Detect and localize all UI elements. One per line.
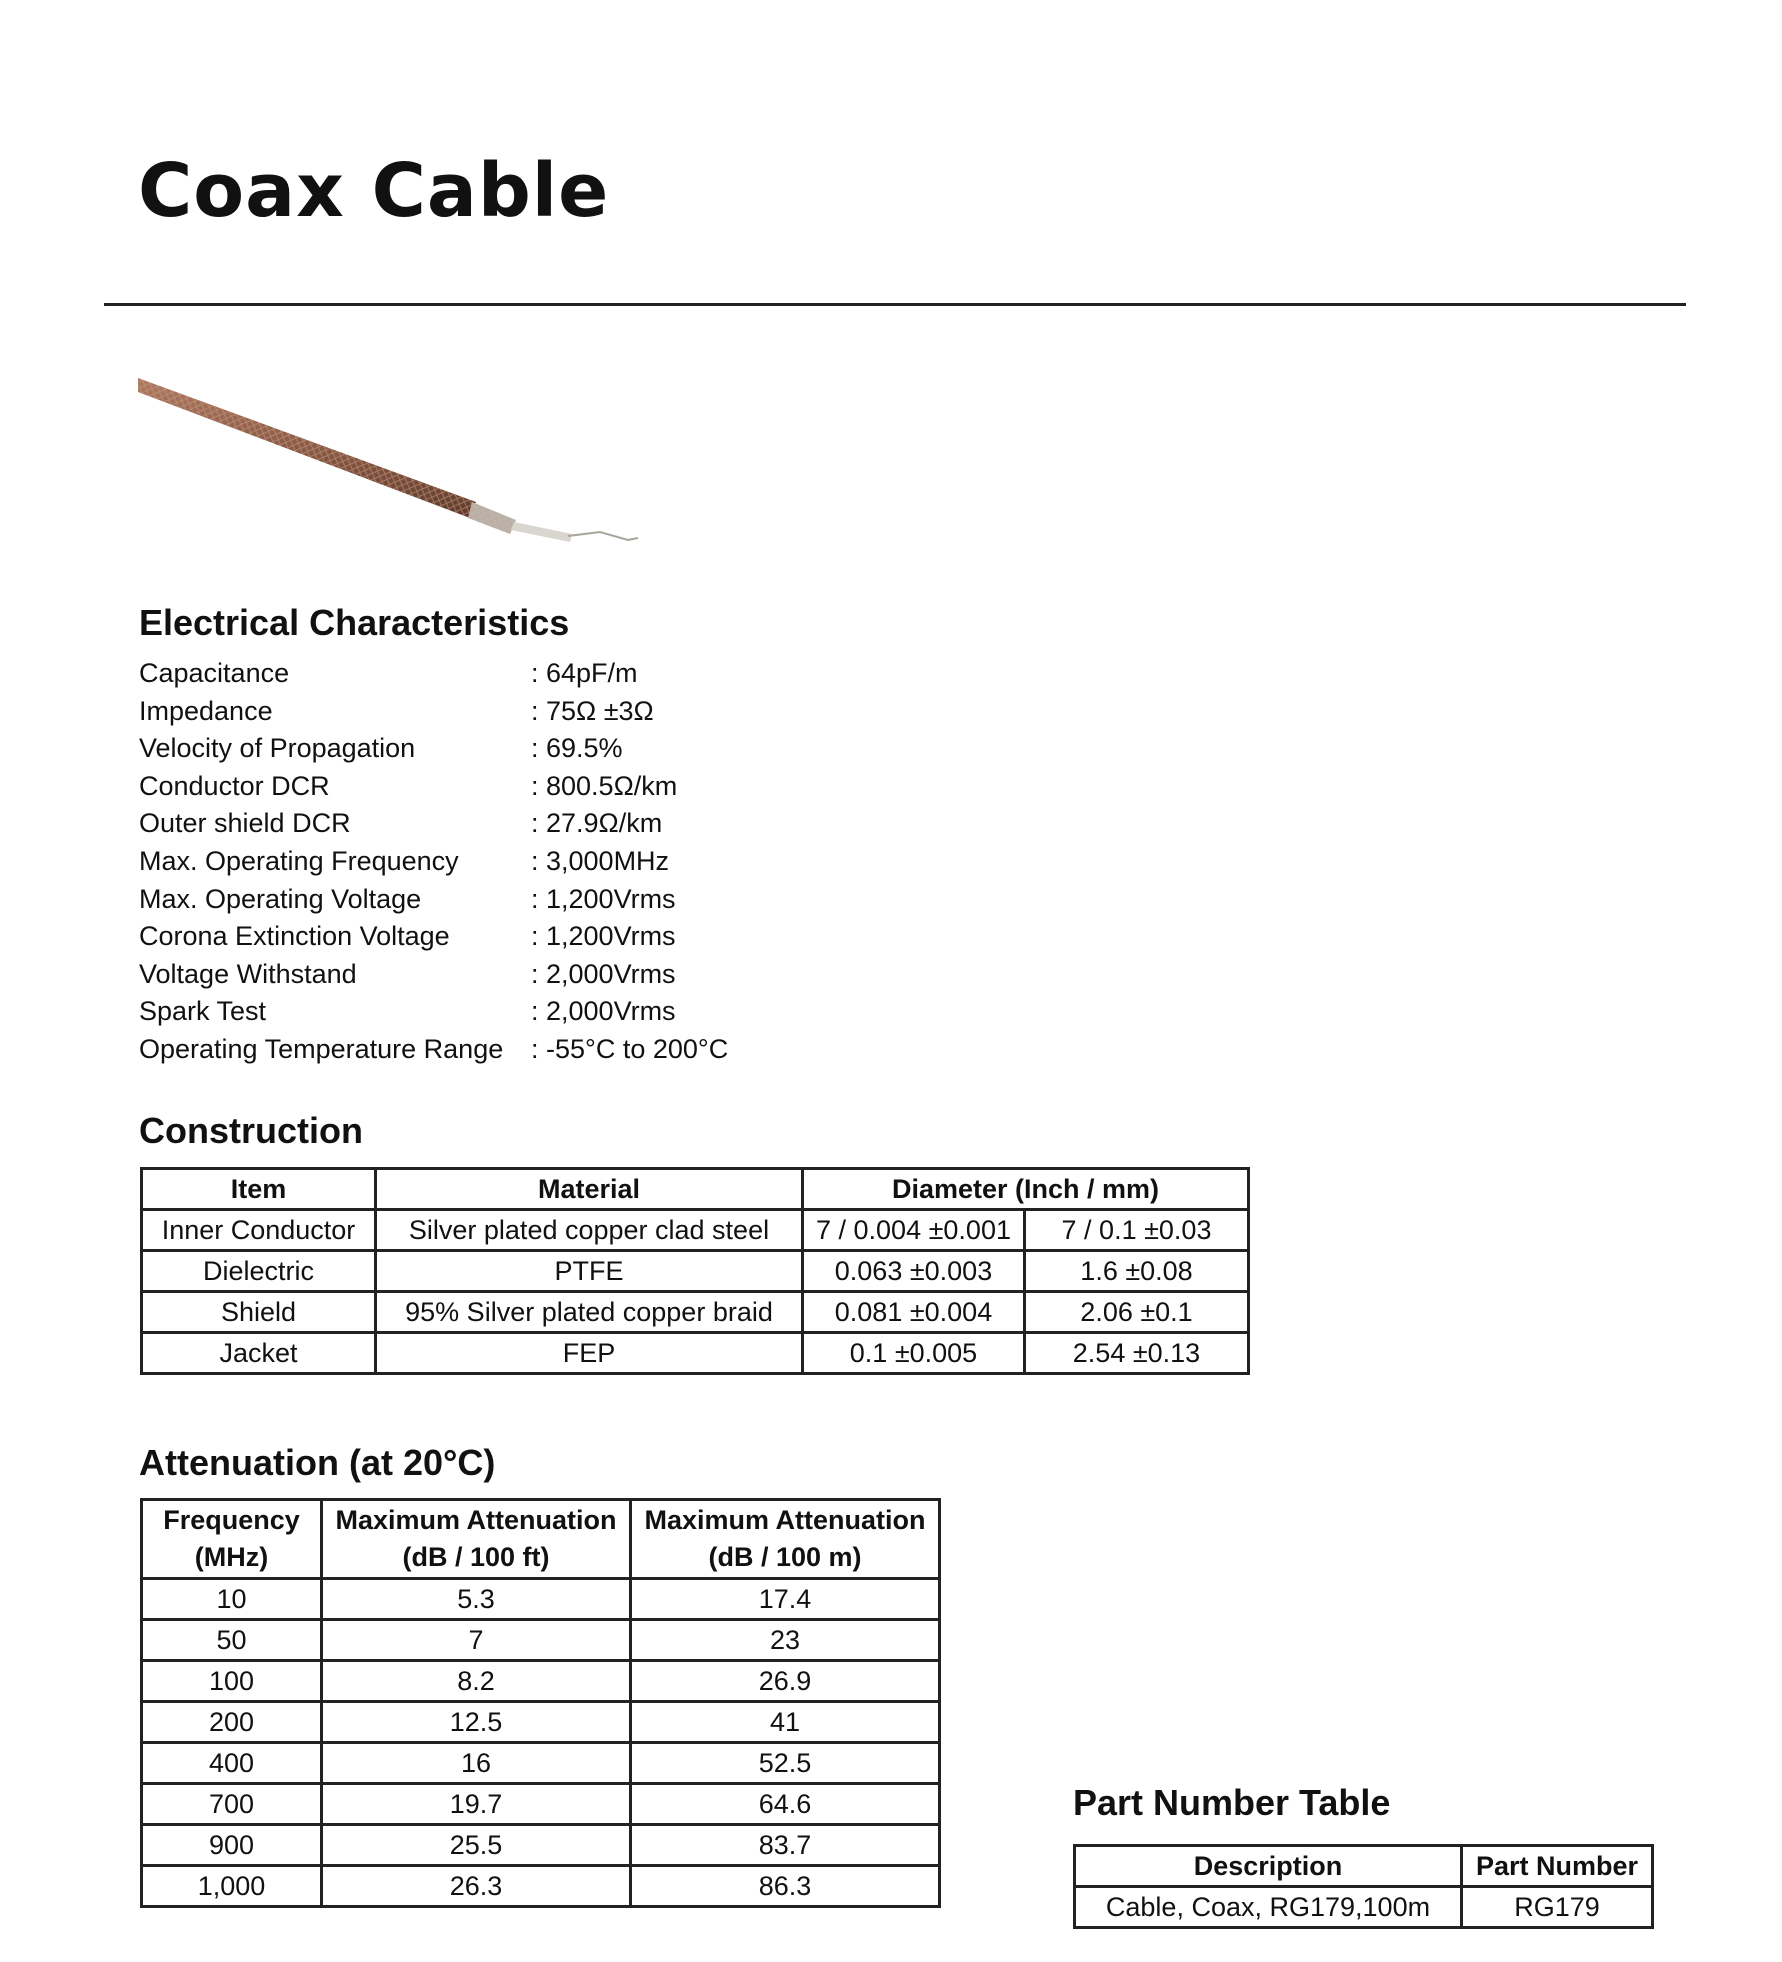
spec-value: : -55°C to 200°C <box>531 1033 729 1064</box>
table-row <box>142 1620 940 1661</box>
spec-value: : 1,200Vrms <box>531 883 676 914</box>
spec-row <box>139 843 728 881</box>
cell-ft: 5.3 <box>322 1579 631 1620</box>
spec-label: Conductor DCR <box>139 770 330 801</box>
title-divider <box>104 303 1686 306</box>
spec-label: Spark Test <box>139 996 267 1027</box>
spec-row <box>139 768 728 806</box>
cell-inch: 0.063 ±0.003 <box>803 1251 1025 1292</box>
spec-row <box>139 918 728 956</box>
spec-row <box>139 805 728 843</box>
table-row <box>142 1251 1249 1292</box>
spec-label: Outer shield DCR <box>139 808 351 839</box>
table-header-row <box>142 1169 1249 1210</box>
cell-material: PTFE <box>376 1251 803 1292</box>
cell-ft: 7 <box>322 1620 631 1661</box>
cell-item: Inner Conductor <box>142 1210 376 1251</box>
spec-label: Velocity of Propagation <box>139 733 416 764</box>
table-row <box>142 1702 940 1743</box>
header-line: Frequency <box>163 1505 300 1535</box>
spec-label: Capacitance <box>139 658 290 688</box>
spec-label: Max. Operating Voltage <box>139 883 422 914</box>
electrical-characteristics-heading: Electrical Characteristics <box>139 602 570 643</box>
cell-m: 83.7 <box>631 1825 940 1866</box>
spec-row <box>139 956 728 994</box>
spec-value: : 27.9Ω/km <box>531 808 663 839</box>
table-row <box>142 1825 940 1866</box>
column-header-diameter: Diameter (Inch / mm) <box>803 1169 1249 1210</box>
spec-value: : 800.5Ω/km <box>531 770 678 801</box>
cell-inch: 0.081 ±0.004 <box>803 1292 1025 1333</box>
cell-inch: 7 / 0.004 ±0.001 <box>803 1210 1025 1251</box>
header-line: (dB / 100 ft) <box>402 1542 550 1572</box>
cable-inner-conductor <box>568 532 638 540</box>
column-header-item: Item <box>142 1169 376 1210</box>
column-header-frequency <box>142 1500 322 1579</box>
cell-ft: 12.5 <box>322 1702 631 1743</box>
column-header-attenuation-ft <box>322 1500 631 1579</box>
cell-mm: 2.06 ±0.1 <box>1025 1292 1249 1333</box>
spec-value: : 64pF/m <box>531 658 638 688</box>
table-header-row <box>142 1500 940 1579</box>
spec-value: : 2,000Vrms <box>531 958 676 989</box>
cell-material: Silver plated copper clad steel <box>376 1210 803 1251</box>
page-title: Coax Cable <box>138 148 610 234</box>
column-header-attenuation-m <box>631 1500 940 1579</box>
spec-row <box>139 993 728 1031</box>
coax-cable-image <box>138 370 638 550</box>
cell-mm: 1.6 ±0.08 <box>1025 1251 1249 1292</box>
cell-ft: 8.2 <box>322 1661 631 1702</box>
cell-inch: 0.1 ±0.005 <box>803 1333 1025 1374</box>
cell-ft: 26.3 <box>322 1866 631 1907</box>
cell-m: 23 <box>631 1620 940 1661</box>
table-row <box>142 1784 940 1825</box>
cell-item: Dielectric <box>142 1251 376 1292</box>
cable-shield-braid <box>468 502 516 534</box>
cell-m: 86.3 <box>631 1866 940 1907</box>
spec-label: Voltage Withstand <box>139 958 357 989</box>
table-row <box>142 1866 940 1907</box>
cell-freq: 1,000 <box>142 1866 322 1907</box>
spec-value: : 2,000Vrms <box>531 996 676 1027</box>
spec-row <box>139 730 728 768</box>
construction-table <box>140 1167 1250 1375</box>
table-row <box>142 1333 1249 1374</box>
cell-freq: 100 <box>142 1661 322 1702</box>
cell-item: Jacket <box>142 1333 376 1374</box>
cell-m: 17.4 <box>631 1579 940 1620</box>
part-number-table <box>1073 1844 1654 1929</box>
cable-jacket <box>138 378 476 518</box>
table-row <box>142 1743 940 1784</box>
cell-freq: 50 <box>142 1620 322 1661</box>
cell-part: RG179 <box>1462 1887 1653 1928</box>
spec-value: : 3,000MHz <box>531 845 670 876</box>
header-line: Maximum Attenuation <box>335 1505 617 1535</box>
cell-freq: 200 <box>142 1702 322 1743</box>
spec-label: Operating Temperature Range <box>139 1033 504 1064</box>
cell-mm: 2.54 ±0.13 <box>1025 1333 1249 1374</box>
cell-m: 52.5 <box>631 1743 940 1784</box>
table-row <box>142 1661 940 1702</box>
spec-value: : 1,200Vrms <box>531 921 676 952</box>
cell-m: 26.9 <box>631 1661 940 1702</box>
cell-ft: 25.5 <box>322 1825 631 1866</box>
cell-freq: 10 <box>142 1579 322 1620</box>
construction-heading: Construction <box>139 1110 363 1151</box>
spec-value: : 75Ω ±3Ω <box>531 695 654 726</box>
cell-mm: 7 / 0.1 ±0.03 <box>1025 1210 1249 1251</box>
spec-label: Impedance <box>139 695 273 726</box>
cell-ft: 16 <box>322 1743 631 1784</box>
table-row <box>142 1292 1249 1333</box>
column-header-material: Material <box>376 1169 803 1210</box>
spec-row <box>139 1031 728 1069</box>
cell-freq: 700 <box>142 1784 322 1825</box>
spec-label: Max. Operating Frequency <box>139 845 459 876</box>
cell-ft: 19.7 <box>322 1784 631 1825</box>
column-header-part-number: Part Number <box>1462 1846 1653 1887</box>
cable-dielectric <box>511 522 572 542</box>
attenuation-heading: Attenuation (at 20°C) <box>139 1442 496 1483</box>
cell-description: Cable, Coax, RG179,100m <box>1075 1887 1462 1928</box>
spec-value: : 69.5% <box>531 733 623 764</box>
cell-material: 95% Silver plated copper braid <box>376 1292 803 1333</box>
column-header-description: Description <box>1075 1846 1462 1887</box>
table-row <box>1075 1887 1653 1928</box>
header-line: (dB / 100 m) <box>708 1542 862 1572</box>
cell-freq: 900 <box>142 1825 322 1866</box>
part-number-heading: Part Number Table <box>1073 1782 1391 1823</box>
cell-material: FEP <box>376 1333 803 1374</box>
electrical-characteristics-list <box>139 655 728 1069</box>
cell-freq: 400 <box>142 1743 322 1784</box>
table-row <box>142 1210 1249 1251</box>
spec-row <box>139 655 728 693</box>
table-header-row <box>1075 1846 1653 1887</box>
header-line: Maximum Attenuation <box>644 1505 926 1535</box>
attenuation-table <box>140 1498 941 1908</box>
cell-m: 41 <box>631 1702 940 1743</box>
spec-row <box>139 693 728 731</box>
cell-item: Shield <box>142 1292 376 1333</box>
cell-m: 64.6 <box>631 1784 940 1825</box>
spec-row <box>139 881 728 919</box>
spec-label: Corona Extinction Voltage <box>139 921 450 952</box>
header-line: (MHz) <box>194 1542 269 1572</box>
table-row <box>142 1579 940 1620</box>
